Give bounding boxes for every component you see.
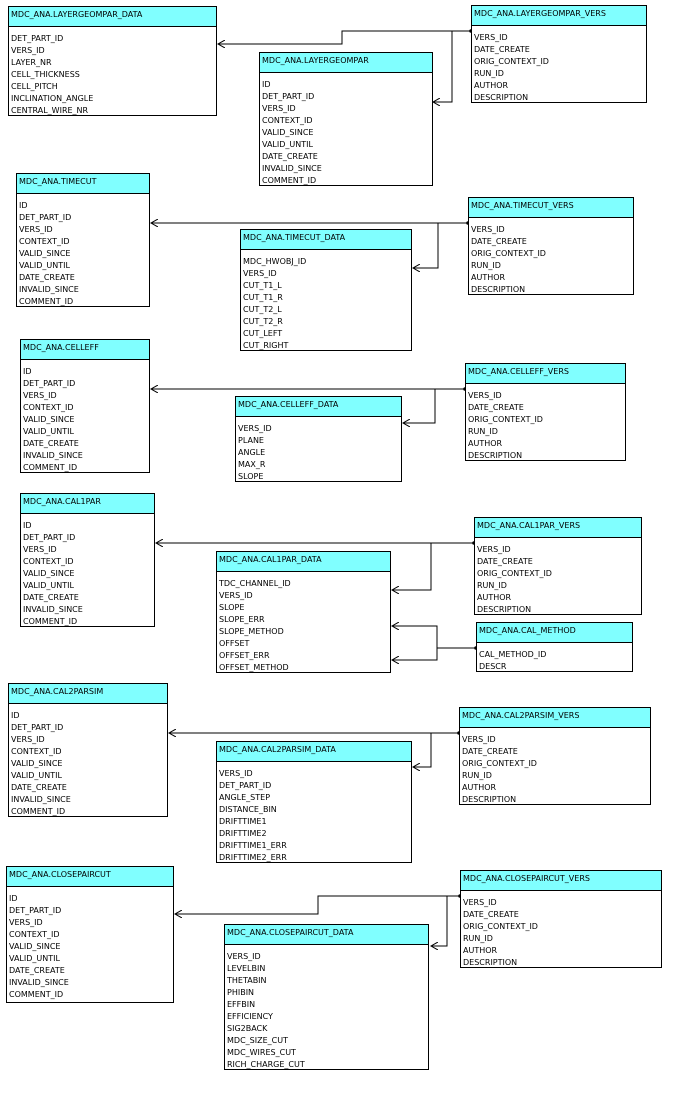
column-name: VALID_UNTIL: [23, 581, 74, 590]
column-name: ORIG_CONTEXT_ID: [462, 759, 537, 768]
column-name: RUN_ID: [463, 934, 493, 943]
column-name: VERS_ID: [23, 391, 57, 400]
column-name: VERS_ID: [219, 769, 253, 778]
column-name: COMMENT_ID: [11, 807, 66, 816]
column-name: CONTEXT_ID: [19, 237, 70, 246]
column-name: VALID_SINCE: [11, 759, 63, 768]
column-name: CUT_LEFT: [243, 329, 283, 338]
relation-line: [413, 733, 459, 767]
table-celleff-vers[interactable]: [465, 363, 626, 461]
column-name: MDC_HWOBJ_ID: [243, 257, 307, 266]
table-columns: [21, 514, 154, 628]
column-name: ID: [19, 201, 28, 210]
column-name: THETABIN: [227, 976, 267, 985]
column-name: VERS_ID: [9, 918, 43, 927]
column-name: VERS_ID: [19, 225, 53, 234]
column-name: DATE_CREATE: [463, 910, 519, 919]
column-name: PHIBIN: [227, 988, 255, 997]
table-columns: [475, 538, 641, 616]
column-name: EFFBIN: [227, 1000, 256, 1009]
column-name: AUTHOR: [471, 273, 506, 282]
column-name: CUT_T1_L: [243, 281, 282, 290]
column-name: INVALID_SINCE: [11, 795, 71, 804]
table-columns: [217, 762, 411, 864]
column-name: EFFICIENCY: [227, 1012, 273, 1021]
column-name: VERS_ID: [238, 424, 272, 433]
column-name: RUN_ID: [468, 427, 498, 436]
column-name: OFFSET_ERR: [219, 651, 270, 660]
column-name: DET_PART_ID: [23, 533, 76, 542]
column-name: INCLINATION_ANGLE: [11, 94, 94, 103]
table-columns: [461, 891, 661, 969]
column-name: CUT_T2_R: [243, 317, 283, 326]
column-name: DATE_CREATE: [477, 557, 533, 566]
table-title: MDC_ANA.CELLEFF: [21, 340, 149, 360]
table-layergeompar[interactable]: [259, 52, 433, 186]
column-name: DATE_CREATE: [23, 593, 79, 602]
table-closepaircut-vers[interactable]: [460, 870, 662, 968]
column-name: CUT_T1_R: [243, 293, 283, 302]
table-columns: [236, 417, 401, 483]
column-name: ID: [23, 521, 32, 530]
column-name: VALID_SINCE: [19, 249, 71, 258]
table-cal1par-vers[interactable]: [474, 517, 642, 615]
table-columns: [241, 250, 411, 352]
column-name: COMMENT_ID: [23, 463, 78, 472]
column-name: VERS_ID: [227, 952, 261, 961]
relation-line: [413, 223, 468, 268]
column-name: VALID_SINCE: [23, 415, 75, 424]
column-name: SLOPE: [238, 472, 264, 481]
column-name: CONTEXT_ID: [23, 403, 74, 412]
table-columns: [9, 704, 167, 818]
table-timecut[interactable]: [16, 173, 150, 307]
table-columns: [466, 384, 625, 462]
table-cal2parsim[interactable]: [8, 683, 168, 817]
column-name: DATE_CREATE: [474, 45, 530, 54]
column-name: DATE_CREATE: [462, 747, 518, 756]
column-name: DESCRIPTION: [463, 958, 518, 967]
table-cal-method[interactable]: [476, 622, 633, 672]
column-name: DET_PART_ID: [219, 781, 272, 790]
table-columns: [472, 26, 646, 104]
column-name: DRIFTTIME2: [219, 829, 267, 838]
column-name: DESCR: [479, 662, 507, 671]
table-title: MDC_ANA.TIMECUT: [17, 174, 149, 194]
relation-line: [431, 896, 460, 946]
table-title: MDC_ANA.LAYERGEOMPAR_VERS: [472, 6, 646, 26]
column-name: VALID_SINCE: [23, 569, 75, 578]
column-name: RICH_CHARGE_CUT: [227, 1060, 305, 1069]
column-name: CONTEXT_ID: [9, 930, 60, 939]
table-layergeompar-vers[interactable]: [471, 5, 647, 103]
column-name: MAX_R: [238, 460, 266, 469]
column-name: VERS_ID: [11, 735, 45, 744]
table-columns: [9, 27, 216, 117]
column-name: CONTEXT_ID: [23, 557, 74, 566]
table-title: MDC_ANA.CLOSEPAIRCUT: [7, 867, 173, 887]
column-name: SLOPE_ERR: [219, 615, 265, 624]
column-name: VERS_ID: [468, 391, 502, 400]
column-name: TDC_CHANNEL_ID: [219, 579, 291, 588]
column-name: DATE_CREATE: [23, 439, 79, 448]
column-name: AUTHOR: [468, 439, 503, 448]
column-name: DET_PART_ID: [19, 213, 72, 222]
column-name: MDC_WIRES_CUT: [227, 1048, 296, 1057]
table-timecut-data[interactable]: [240, 229, 412, 351]
column-name: OFFSET: [219, 639, 250, 648]
table-cal2parsim-vers[interactable]: [459, 707, 651, 805]
column-name: LEVELBIN: [227, 964, 266, 973]
column-name: VERS_ID: [243, 269, 277, 278]
table-title: MDC_ANA.CLOSEPAIRCUT_DATA: [225, 925, 428, 945]
relation-line: [392, 626, 476, 648]
column-name: DRIFTTIME2_ERR: [219, 853, 287, 862]
column-name: COMMENT_ID: [19, 297, 74, 306]
table-title: MDC_ANA.LAYERGEOMPAR: [260, 53, 432, 73]
column-name: VALID_UNTIL: [19, 261, 70, 270]
column-name: COMMENT_ID: [262, 176, 317, 185]
table-title: MDC_ANA.CAL_METHOD: [477, 623, 632, 643]
column-name: VERS_ID: [23, 545, 57, 554]
table-columns: [17, 194, 149, 308]
column-name: ID: [23, 367, 32, 376]
column-name: VALID_UNTIL: [23, 427, 74, 436]
table-title: MDC_ANA.CAL1PAR: [21, 494, 154, 514]
column-name: CELL_THICKNESS: [11, 70, 80, 79]
column-name: ANGLE_STEP: [219, 793, 271, 802]
table-cal1par-data[interactable]: [216, 551, 391, 673]
table-cal1par[interactable]: [20, 493, 155, 627]
column-name: VERS_ID: [11, 46, 45, 55]
column-name: ANGLE: [238, 448, 266, 457]
column-name: COMMENT_ID: [23, 617, 78, 626]
column-name: VERS_ID: [219, 591, 253, 600]
column-name: INVALID_SINCE: [9, 978, 69, 987]
column-name: ID: [262, 80, 271, 89]
relation-line: [392, 543, 474, 590]
column-name: DET_PART_ID: [11, 34, 64, 43]
column-name: VALID_UNTIL: [262, 140, 313, 149]
table-columns: [460, 728, 650, 806]
column-name: ORIG_CONTEXT_ID: [477, 569, 552, 578]
table-columns: [260, 73, 432, 187]
relation-line: [433, 31, 471, 102]
column-name: VALID_SINCE: [262, 128, 314, 137]
table-title: MDC_ANA.TIMECUT_VERS: [469, 198, 633, 218]
table-title: MDC_ANA.CAL1PAR_VERS: [475, 518, 641, 538]
column-name: DATE_CREATE: [9, 966, 65, 975]
table-title: MDC_ANA.CAL1PAR_DATA: [217, 552, 390, 572]
column-name: AUTHOR: [462, 783, 497, 792]
column-name: DATE_CREATE: [262, 152, 318, 161]
column-name: AUTHOR: [477, 593, 512, 602]
column-name: SLOPE_METHOD: [219, 627, 284, 636]
table-celleff[interactable]: [20, 339, 150, 473]
table-layergeompar-data[interactable]: [8, 6, 217, 116]
column-name: ORIG_CONTEXT_ID: [474, 57, 549, 66]
column-name: ID: [9, 894, 18, 903]
column-name: CENTRAL_WIRE_NR: [11, 106, 89, 115]
column-name: RUN_ID: [462, 771, 492, 780]
column-name: VERS_ID: [471, 225, 505, 234]
relation-line: [403, 389, 465, 423]
column-name: DESCRIPTION: [462, 795, 517, 804]
column-name: DESCRIPTION: [474, 93, 529, 102]
relation-line: [218, 31, 471, 44]
column-name: CELL_PITCH: [11, 82, 58, 91]
table-columns: [21, 360, 149, 474]
table-columns: [217, 572, 390, 674]
column-name: AUTHOR: [474, 81, 509, 90]
column-name: CONTEXT_ID: [11, 747, 62, 756]
table-title: MDC_ANA.CAL2PARSIM: [9, 684, 167, 704]
column-name: SLOPE: [219, 603, 245, 612]
table-timecut-vers[interactable]: [468, 197, 634, 295]
column-name: VERS_ID: [474, 33, 508, 42]
column-name: VERS_ID: [463, 898, 497, 907]
column-name: INVALID_SINCE: [23, 451, 83, 460]
column-name: RUN_ID: [477, 581, 507, 590]
column-name: COMMENT_ID: [9, 990, 64, 999]
column-name: DET_PART_ID: [262, 92, 315, 101]
table-title: MDC_ANA.CELLEFF_DATA: [236, 397, 401, 417]
table-columns: [477, 643, 632, 673]
column-name: PLANE: [238, 436, 264, 445]
column-name: VALID_SINCE: [9, 942, 61, 951]
relation-line: [175, 896, 460, 914]
column-name: MDC_SIZE_CUT: [227, 1036, 288, 1045]
table-cal2parsim-data[interactable]: [216, 741, 412, 863]
column-name: ORIG_CONTEXT_ID: [468, 415, 543, 424]
column-name: DATE_CREATE: [11, 783, 67, 792]
column-name: INVALID_SINCE: [262, 164, 322, 173]
column-name: OFFSET_METHOD: [219, 663, 289, 672]
column-name: LAYER_NR: [11, 58, 52, 67]
table-title: MDC_ANA.CAL2PARSIM_VERS: [460, 708, 650, 728]
table-title: MDC_ANA.LAYERGEOMPAR_DATA: [9, 7, 216, 27]
column-name: DATE_CREATE: [19, 273, 75, 282]
table-columns: [225, 945, 428, 1071]
column-name: AUTHOR: [463, 946, 498, 955]
column-name: VALID_UNTIL: [9, 954, 60, 963]
column-name: RUN_ID: [471, 261, 501, 270]
column-name: DET_PART_ID: [11, 723, 64, 732]
column-name: DISTANCE_BIN: [219, 805, 277, 814]
table-title: MDC_ANA.CLOSEPAIRCUT_VERS: [461, 871, 661, 891]
column-name: DATE_CREATE: [471, 237, 527, 246]
relation-line: [392, 648, 476, 660]
column-name: ORIG_CONTEXT_ID: [463, 922, 538, 931]
column-name: INVALID_SINCE: [19, 285, 79, 294]
column-name: DET_PART_ID: [23, 379, 76, 388]
column-name: CUT_RIGHT: [243, 341, 289, 350]
table-closepaircut-data[interactable]: [224, 924, 429, 1070]
table-title: MDC_ANA.TIMECUT_DATA: [241, 230, 411, 250]
column-name: DATE_CREATE: [468, 403, 524, 412]
column-name: DRIFTTIME1: [219, 817, 267, 826]
column-name: RUN_ID: [474, 69, 504, 78]
column-name: DRIFTTIME1_ERR: [219, 841, 287, 850]
table-closepaircut[interactable]: [6, 866, 174, 1003]
table-columns: [7, 887, 173, 1001]
table-title: MDC_ANA.CAL2PARSIM_DATA: [217, 742, 411, 762]
column-name: ORIG_CONTEXT_ID: [471, 249, 546, 258]
column-name: DESCRIPTION: [468, 451, 523, 460]
column-name: DESCRIPTION: [477, 605, 532, 614]
column-name: SIG2BACK: [227, 1024, 268, 1033]
column-name: CUT_T2_L: [243, 305, 282, 314]
column-name: CAL_METHOD_ID: [479, 650, 547, 659]
column-name: ID: [11, 711, 20, 720]
column-name: VERS_ID: [462, 735, 496, 744]
column-name: DESCRIPTION: [471, 285, 526, 294]
table-title: MDC_ANA.CELLEFF_VERS: [466, 364, 625, 384]
column-name: INVALID_SINCE: [23, 605, 83, 614]
column-name: CONTEXT_ID: [262, 116, 313, 125]
column-name: VERS_ID: [262, 104, 296, 113]
table-columns: [469, 218, 633, 296]
column-name: VALID_UNTIL: [11, 771, 62, 780]
column-name: VERS_ID: [477, 545, 511, 554]
table-celleff-data[interactable]: [235, 396, 402, 482]
column-name: DET_PART_ID: [9, 906, 62, 915]
